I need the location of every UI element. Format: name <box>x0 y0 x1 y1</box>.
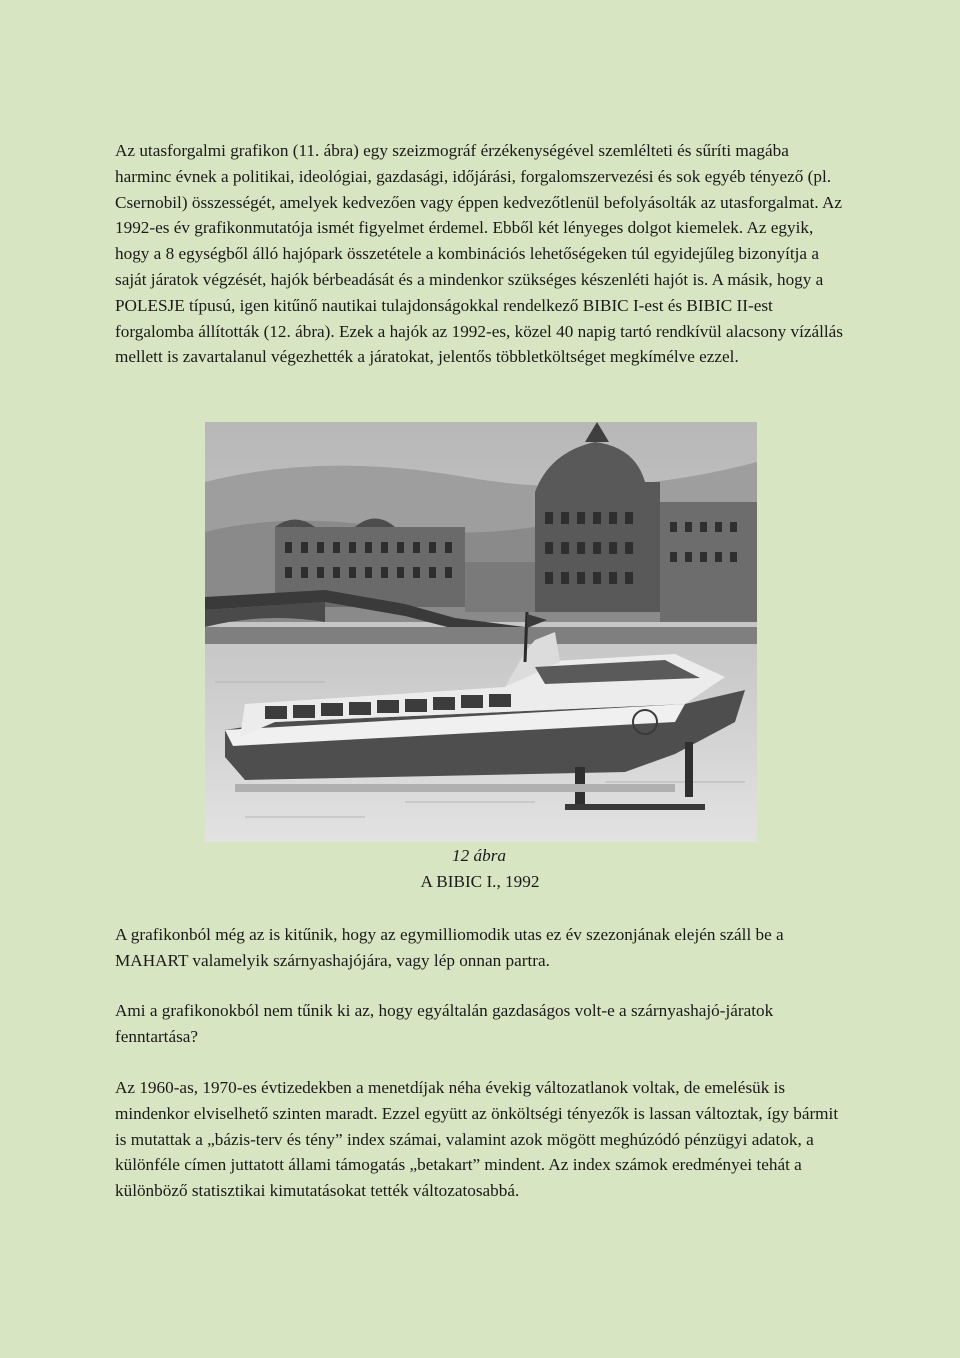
figure-number-text: 12 ábra <box>452 846 506 865</box>
hydrofoil-photo <box>205 422 757 842</box>
figure-caption: A BIBIC I., 1992 <box>420 872 540 891</box>
paragraph-millionth-passenger: A grafikonból még az is kitűnik, hogy az egymilliomodik utas ez év szezonjának elején száll be a MAHART valamelyik szárnyashajójára, vagy lép onnan partra. <box>115 925 784 970</box>
paragraph-economic-question: Ami a grafikonokból nem tűnik ki az, hogy egyáltalán gazdaságos volt-e a szárnyashajó-járatok fenntartása? <box>115 1001 774 1046</box>
paragraph-intro: Az utasforgalmi grafikon (11. ábra) egy szeizmográf érzékenységével szemlélteti és sűríti magába harminc évnek a politikai, ideológiai, gazdasági, időjárási, forgalomszervezési és sok egyéb tényező (pl. Csernobil) összességét, amelyek kedvezően vagy éppen kedvezőtlenül befolyásolták az utasforgalmat. Az 1992-es év grafikonmutatója ismét figyelmet érdemel. Ebből két lényeges dolgot kiemelek. Az egyik, hogy a 8 egységből álló hajópark összetétele a kombinációs lehetőségeken túl egyidejűleg bizonyítja a saját járatok végzését, hajók bérbeadását és a mindenkor szükséges készenléti hajót is. A másik, hogy a POLESJE típusú, igen kitűnő nautikai tulajdonságokkal rendelkező BIBIC I-est és BIBIC II-est forgalomba állították (12. ábra). Ezek a hajók az 1992-es, közel 40 napig tartó rendkívül alacsony vízállás mellett is zavartalanul végezhették a járatokat, jelentős többletköltséget megkímélve ezzel. <box>115 141 843 367</box>
figure-number <box>0 846 960 866</box>
paragraph-fares: Az 1960-as, 1970-es évtizedekben a menetdíjak néha évekig változatlanok voltak, de emelésük is mindenkor elviselhető szinten maradt. Ezzel együtt az önköltségi tényezők is lassan változtak, így bármit is mutattak a „bázis-terv és tény” index számai, valamint azok mögött meghúzódó pénzügyi adatok, a különféle címen juttatott állami támogatás „betakart” mindent. Az index számok eredményei tehát a különböző statisztikai kimutatásokat tették változatosabbá. <box>115 1078 839 1201</box>
